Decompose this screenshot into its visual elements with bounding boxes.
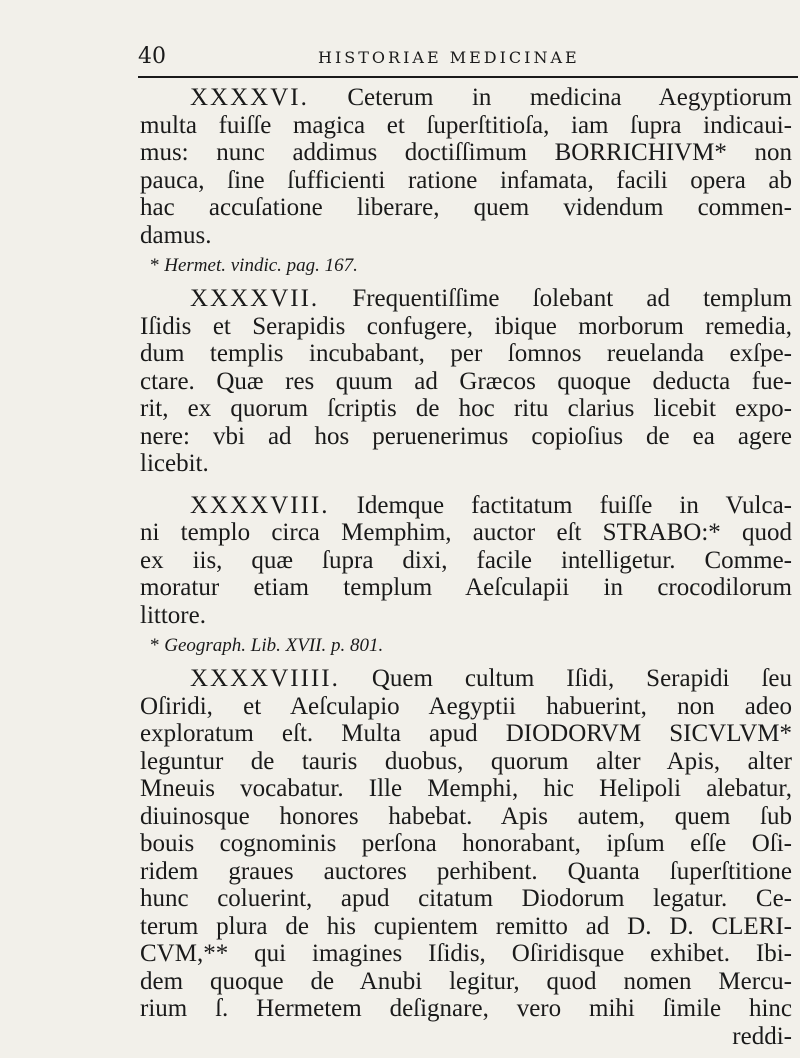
section-numeral: XXXXVIII. [190,491,330,519]
text-line: Iſidis et Serapidis confugere, ibique morborum remedia, [140,312,792,340]
text-line: CVM,** qui imagines Iſidis, Oſiridisque exhibet. Ibi- [140,940,792,967]
footnote-text: Geograph. Lib. XVII. p. 801. [164,635,384,656]
text-line: damus. [140,221,212,249]
text-line: ex iis, quæ ſupra dixi, facile intelligetur. Comme- [140,546,792,574]
running-head [138,44,798,74]
running-title: HISTORIAE MEDICINAE [318,48,580,67]
text-line: leguntur de tauris duobus, quorum alter Apis, alter [140,747,792,775]
section-48 [140,492,792,630]
text-line: licebit. [140,450,209,477]
page-number: 40 [138,44,166,69]
text-line: XXXXVI. Ceterum in medicina Aegyptiorum [190,84,792,111]
text-line: dum templis incubabant, per ſomnos reuelanda exſpe- [140,340,792,367]
footnote-mark: * [150,635,160,656]
text-line: moratur etiam templum Aeſculapii in crocodilorum [140,574,792,601]
section-49 [140,665,792,1050]
body-text [140,84,792,1050]
paragraph-gap [140,478,792,492]
text-line: nere: vbi ad hos peruenerimus copioſius de ea agere [140,422,792,450]
text-line: rium ſ. Hermetem deſignare, vero mihi ſimile hinc [140,995,792,1022]
footnote-text: Hermet. vindic. pag. 167. [164,255,358,276]
footnote-mark: * [150,255,160,276]
text-line: ctare. Quæ res quum ad Græcos quoque deducta fue- [140,367,792,395]
footnote [140,251,792,281]
text-line: ni templo circa Memphim, auctor eſt STRABO:* quod [140,519,792,546]
text-line: exploratum eſt. Multa apud DIODORVM SICVLVM* [140,720,792,747]
header-rule [138,76,798,78]
text-line: hunc coluerint, apud citatum Diodorum legatur. Ce- [140,885,792,912]
text-line: multa fuiſſe magica et ſuperſtitioſa, iam ſupra indicaui- [140,111,792,139]
text-line: littore. [140,601,206,629]
section-46 [140,84,792,249]
text-line: XXXXVII. Frequentiſſime ſolebant ad templum [190,285,792,312]
section-numeral: XXXXVI. [190,84,309,111]
text-line: rit, ex quorum ſcriptis de hoc ritu clarius licebit expo- [140,395,792,422]
text-line: pauca, ſine ſufficienti ratione infamata, facili opera ab [140,166,792,194]
text-line: dem quoque de Anubi legitur, quod nomen Mercu- [140,967,792,995]
section-47 [140,285,792,478]
text-line: XXXXVIII. Idemque factitatum fuiſſe in Vulca- [190,491,793,519]
text-line: terum plura de his cupientem remitto ad D. D. CLERI- [140,912,792,940]
text-line: diuinosque honores habebat. Apis autem, quem ſub [140,802,792,830]
footnote [140,631,792,661]
section-numeral: XXXXVII. [190,285,320,312]
text-line: bouis cognominis perſona honorabant, ipſum eſſe Oſi- [140,830,792,857]
section-numeral: XXXXVIIII. [190,665,340,692]
text-line: hac accuſatione liberare, quem videndum commen- [140,194,792,221]
text-line: ridem graues auctores perhibent. Quanta ſuperſtitione [140,857,792,885]
text-line: Oſiridi, et Aeſculapio Aegyptii habuerint, non adeo [140,692,792,720]
text-line: mus: nunc addimus doctiſſimum BORRICHIVM* non [140,139,792,166]
text-line: XXXXVIIII. Quem cultum Iſidi, Serapidi ſeu [190,665,792,692]
catchword: reddi- [732,1022,792,1050]
text-line: Mneuis vocabatur. Ille Memphi, hic Helipoli alebatur, [140,775,792,802]
